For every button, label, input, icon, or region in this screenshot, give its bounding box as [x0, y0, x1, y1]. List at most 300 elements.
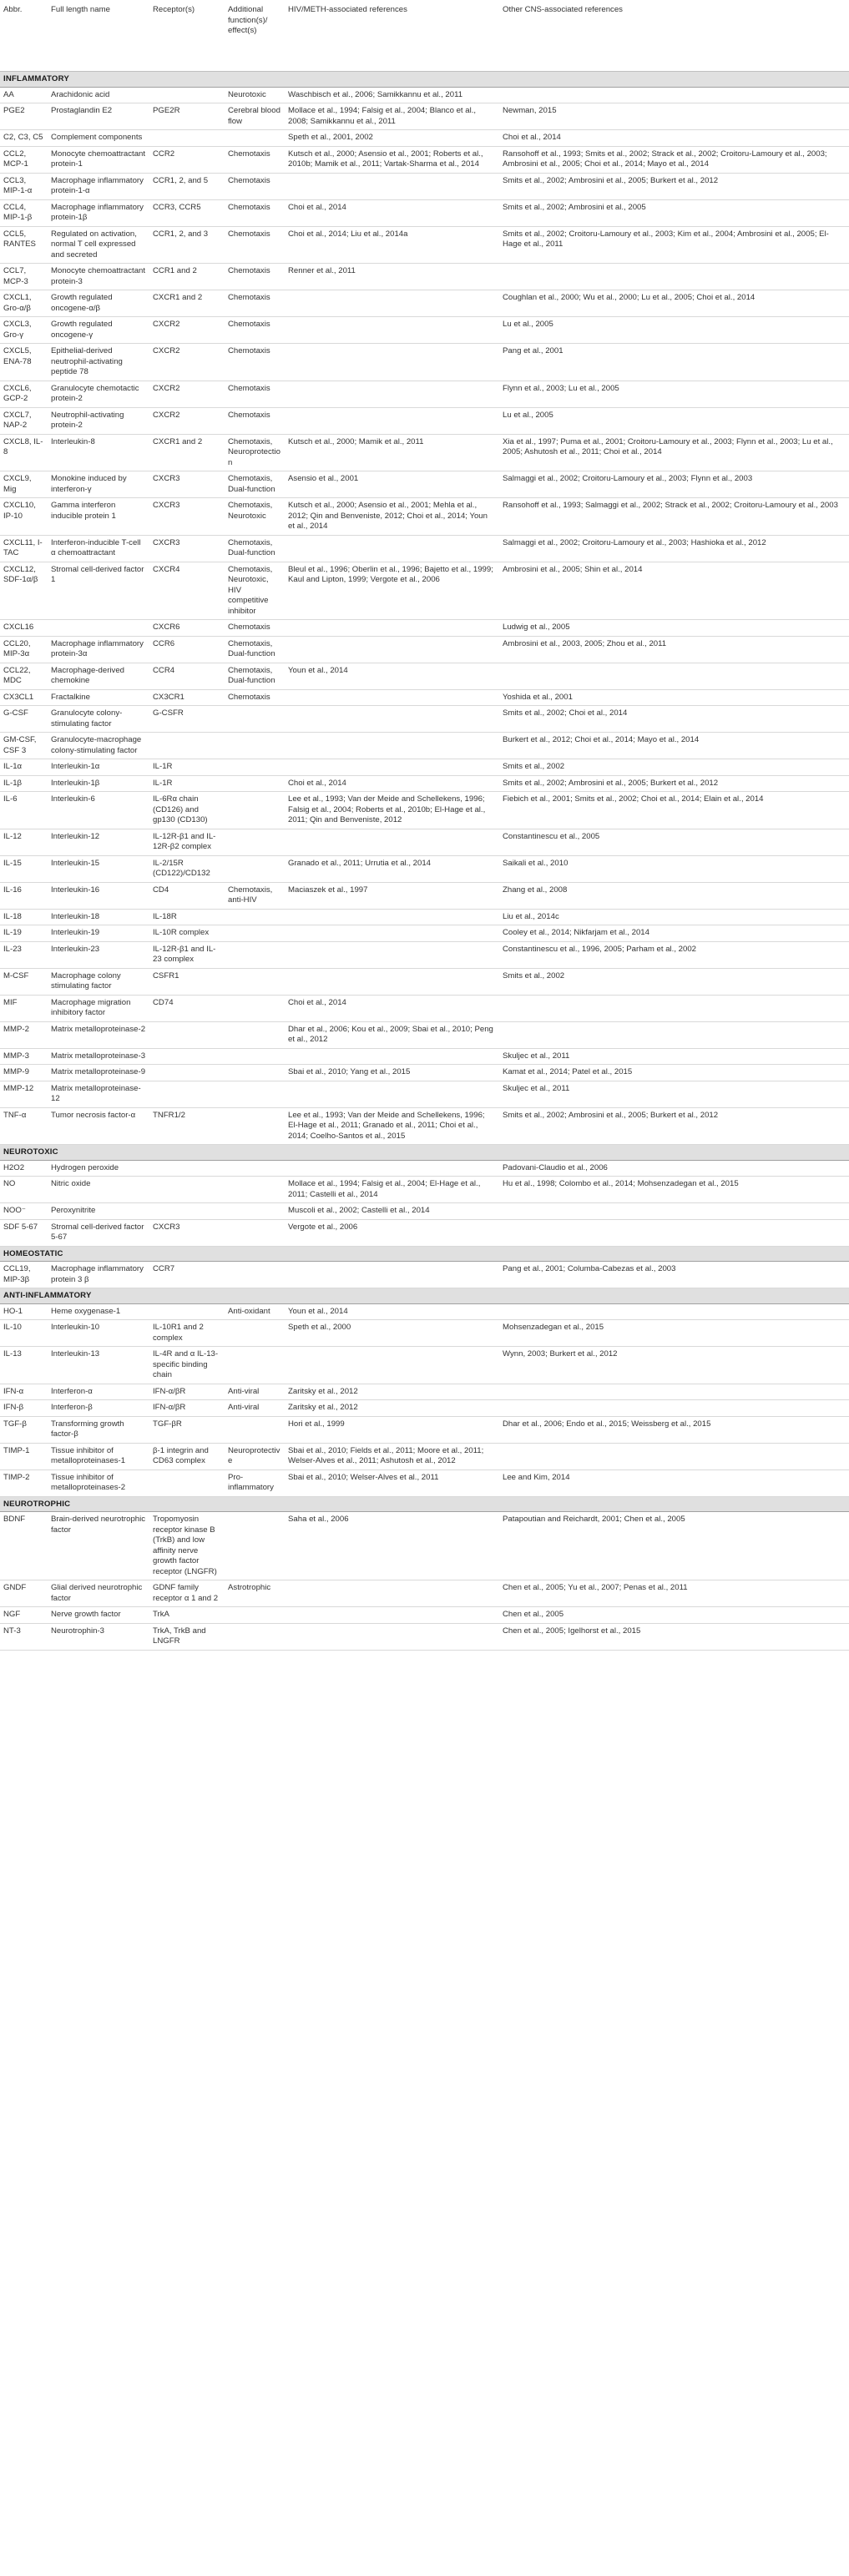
cell-cns-refs: Chen et al., 2005 [499, 1607, 849, 1624]
cell-receptors: CXCR3 [149, 498, 225, 536]
cell-abbr: IL-1α [0, 759, 48, 776]
cell-function: Pro-inflammatory [225, 1469, 285, 1496]
table-row [0, 146, 849, 173]
cell-full-name: Tissue inhibitor of metalloproteinases-1 [48, 1443, 149, 1469]
cell-full-name: Macrophage inflammatory protein-1-α [48, 173, 149, 199]
cell-full-name: Interferon-β [48, 1400, 149, 1417]
cell-full-name: Monocyte chemoattractant protein-3 [48, 264, 149, 290]
table-row [0, 941, 849, 968]
cell-cns-refs [499, 87, 849, 103]
table-row [0, 995, 849, 1021]
cell-receptors [149, 1303, 225, 1320]
cell-hiv-refs [285, 1580, 499, 1607]
cell-function: Chemotaxis, anti-HIV [225, 882, 285, 909]
cell-cns-refs: Liu et al., 2014c [499, 909, 849, 925]
cell-abbr: CCL3, MIP-1-α [0, 173, 48, 199]
cell-full-name: Interleukin-1β [48, 775, 149, 792]
cell-abbr: PGE2 [0, 103, 48, 130]
table-row [0, 1443, 849, 1469]
cell-full-name: Glial derived neurotrophic factor [48, 1580, 149, 1607]
cell-full-name: Macrophage inflammatory protein-1β [48, 199, 149, 226]
cell-full-name: Stromal cell-derived factor 1 [48, 562, 149, 620]
cell-abbr: C2, C3, C5 [0, 130, 48, 147]
table-row [0, 1347, 849, 1384]
table-row [0, 706, 849, 733]
table-row [0, 381, 849, 407]
cell-full-name: Transforming growth factor-β [48, 1416, 149, 1443]
cell-abbr: SDF 5-67 [0, 1219, 48, 1246]
cell-function [225, 1623, 285, 1650]
cell-cns-refs [499, 663, 849, 689]
cell-hiv-refs: Kutsch et al., 2000; Mamik et al., 2011 [285, 434, 499, 471]
table-row [0, 636, 849, 663]
cell-abbr: CXCL1, Gro-α/β [0, 290, 48, 317]
table-row [0, 1400, 849, 1417]
section-title: NEUROTROPHIC [0, 1496, 849, 1512]
cell-hiv-refs [285, 1623, 499, 1650]
cell-cns-refs: Smits et al., 2002; Choi et al., 2014 [499, 706, 849, 733]
cell-hiv-refs [285, 689, 499, 706]
section-header-row [0, 72, 849, 88]
cell-full-name: Prostaglandin E2 [48, 103, 149, 130]
cell-receptors: CXCR1 and 2 [149, 290, 225, 317]
cell-receptors: IL-2/15R (CD122)/CD132 [149, 855, 225, 882]
cell-full-name: Arachidonic acid [48, 87, 149, 103]
table-row [0, 130, 849, 147]
cell-cns-refs [499, 1443, 849, 1469]
cell-abbr: MMP-9 [0, 1065, 48, 1081]
cell-receptors [149, 87, 225, 103]
cell-cns-refs: Flynn et al., 2003; Lu et al., 2005 [499, 381, 849, 407]
cell-full-name: Granulocyte chemotactic protein-2 [48, 381, 149, 407]
table-row [0, 1107, 849, 1145]
cell-abbr: CXCL8, IL-8 [0, 434, 48, 471]
cell-cns-refs: Choi et al., 2014 [499, 130, 849, 147]
cell-function [225, 829, 285, 855]
cell-abbr: CXCL10, IP-10 [0, 498, 48, 536]
cell-cns-refs: Mohsenzadegan et al., 2015 [499, 1320, 849, 1347]
cell-hiv-refs [285, 381, 499, 407]
header-row [0, 0, 849, 72]
cell-receptors: CSFR1 [149, 968, 225, 995]
cell-hiv-refs: Mollace et al., 1994; Falsig et al., 2004; El-Hage et al., 2011; Castelli et al., 2014 [285, 1177, 499, 1203]
cell-receptors: CCR3, CCR5 [149, 199, 225, 226]
table-row [0, 434, 849, 471]
cell-cns-refs [499, 1400, 849, 1417]
cell-receptors [149, 1081, 225, 1107]
cell-hiv-refs [285, 535, 499, 562]
cell-cns-refs: Hu et al., 1998; Colombo et al., 2014; Mohsenzadegan et al., 2015 [499, 1177, 849, 1203]
cell-hiv-refs [285, 636, 499, 663]
cell-full-name: Monokine induced by interferon-γ [48, 471, 149, 498]
cell-abbr: IL-13 [0, 1347, 48, 1384]
cell-cns-refs: Skuljec et al., 2011 [499, 1081, 849, 1107]
cell-receptors [149, 1469, 225, 1496]
table-row [0, 103, 849, 130]
table-row [0, 1048, 849, 1065]
cell-receptors: CCR1, 2, and 3 [149, 226, 225, 264]
cell-hiv-refs: Zaritsky et al., 2012 [285, 1400, 499, 1417]
cell-function [225, 706, 285, 733]
cell-full-name: Epithelial-derived neutrophil-activating peptide 78 [48, 344, 149, 381]
cell-receptors: CXCR3 [149, 535, 225, 562]
cell-cns-refs: Salmaggi et al., 2002; Croitoru-Lamoury et al., 2003; Flynn et al., 2003 [499, 471, 849, 498]
table-row [0, 620, 849, 637]
cell-abbr: CXCL7, NAP-2 [0, 407, 48, 434]
section-header-row [0, 1288, 849, 1304]
cell-cns-refs [499, 264, 849, 290]
cell-function [225, 1065, 285, 1081]
cell-receptors [149, 1177, 225, 1203]
cell-receptors: IL-6Rα chain (CD126) and gp130 (CD130) [149, 792, 225, 829]
cell-function: Chemotaxis [225, 146, 285, 173]
table-row [0, 173, 849, 199]
cell-abbr: CCL4, MIP-1-β [0, 199, 48, 226]
cell-cns-refs [499, 995, 849, 1021]
cell-full-name: Growth regulated oncogene-α/β [48, 290, 149, 317]
cell-function [225, 968, 285, 995]
col-header-cns-refs: Other CNS-associated references [499, 0, 849, 72]
cell-cns-refs: Ransohoff et al., 1993; Smits et al., 2002; Strack et al., 2002; Croitoru-Lamoury et al., 2003; Ambrosini et al., 2005; Choi et al., 2014; Mayo et al., 2014 [499, 146, 849, 173]
table-row [0, 1303, 849, 1320]
cell-abbr: IL-23 [0, 941, 48, 968]
cell-abbr: BDNF [0, 1512, 48, 1580]
cell-function [225, 941, 285, 968]
cell-abbr: MIF [0, 995, 48, 1021]
cell-full-name: Granulocyte colony-stimulating factor [48, 706, 149, 733]
cell-full-name: Interleukin-19 [48, 925, 149, 942]
cell-abbr: HO-1 [0, 1303, 48, 1320]
cell-abbr: MMP-2 [0, 1021, 48, 1048]
cell-full-name: Macrophage inflammatory protein 3 β [48, 1262, 149, 1288]
section-header-row [0, 1496, 849, 1512]
cell-hiv-refs [285, 620, 499, 637]
cell-abbr: TIMP-2 [0, 1469, 48, 1496]
cell-function [225, 1048, 285, 1065]
table-row [0, 733, 849, 759]
cell-receptors [149, 130, 225, 147]
cell-cns-refs: Ludwig et al., 2005 [499, 620, 849, 637]
cell-cns-refs: Constantinescu et al., 1996, 2005; Parham et al., 2002 [499, 941, 849, 968]
cell-hiv-refs [285, 173, 499, 199]
cell-abbr: TNF-α [0, 1107, 48, 1145]
cell-cns-refs [499, 1203, 849, 1220]
cell-receptors: CCR1, 2, and 5 [149, 173, 225, 199]
table-row [0, 855, 849, 882]
cell-abbr: CX3CL1 [0, 689, 48, 706]
table-row [0, 1469, 849, 1496]
cell-hiv-refs: Bleul et al., 1996; Oberlin et al., 1996; Bajetto et al., 1999; Kaul and Lipton, 1999; Vergote et al., 2006 [285, 562, 499, 620]
cell-hiv-refs [285, 290, 499, 317]
cell-function: Chemotaxis, Neurotoxic, HIV competitive inhibitor [225, 562, 285, 620]
cell-abbr: IL-16 [0, 882, 48, 909]
table-row [0, 1262, 849, 1288]
table-row [0, 407, 849, 434]
cell-abbr: MMP-12 [0, 1081, 48, 1107]
table-row [0, 1384, 849, 1400]
cell-function: Astrotrophic [225, 1580, 285, 1607]
table-row [0, 968, 849, 995]
cell-function: Chemotaxis [225, 620, 285, 637]
cell-receptors: G-CSFR [149, 706, 225, 733]
cell-function: Chemotaxis, Neuroprotection [225, 434, 285, 471]
cell-function [225, 1347, 285, 1384]
cell-receptors: CXCR4 [149, 562, 225, 620]
table-row [0, 882, 849, 909]
cell-receptors: CCR4 [149, 663, 225, 689]
cell-cns-refs: Smits et al., 2002; Ambrosini et al., 2005; Burkert et al., 2012 [499, 1107, 849, 1145]
table-row [0, 775, 849, 792]
table-row [0, 1580, 849, 1607]
cell-cns-refs: Constantinescu et al., 2005 [499, 829, 849, 855]
cell-cns-refs: Lee and Kim, 2014 [499, 1469, 849, 1496]
cell-abbr: CXCL12, SDF-1α/β [0, 562, 48, 620]
table-row [0, 689, 849, 706]
cell-full-name: Macrophage-derived chemokine [48, 663, 149, 689]
cell-function [225, 1512, 285, 1580]
cell-cns-refs: Zhang et al., 2008 [499, 882, 849, 909]
cell-function: Anti-viral [225, 1384, 285, 1400]
cell-receptors: CCR1 and 2 [149, 264, 225, 290]
cell-cns-refs: Chen et al., 2005; Yu et al., 2007; Penas et al., 2011 [499, 1580, 849, 1607]
cell-hiv-refs [285, 941, 499, 968]
cell-abbr: IL-10 [0, 1320, 48, 1347]
cell-abbr: IL-15 [0, 855, 48, 882]
cell-receptors: IL-1R [149, 775, 225, 792]
cell-cns-refs: Cooley et al., 2014; Nikfarjam et al., 2014 [499, 925, 849, 942]
cell-receptors: CD4 [149, 882, 225, 909]
cell-full-name: Regulated on activation, normal T cell expressed and secreted [48, 226, 149, 264]
cell-function: Anti-viral [225, 1400, 285, 1417]
cell-receptors: TNFR1/2 [149, 1107, 225, 1145]
cell-receptors: Tropomyosin receptor kinase B (TrkB) and low affinity nerve growth factor receptor (LNGFR) [149, 1512, 225, 1580]
cell-abbr: CXCL5, ENA-78 [0, 344, 48, 381]
cell-cns-refs: Padovani-Claudio et al., 2006 [499, 1160, 849, 1177]
cell-full-name: Tissue inhibitor of metalloproteinases-2 [48, 1469, 149, 1496]
section-header-row [0, 1246, 849, 1262]
cell-abbr: M-CSF [0, 968, 48, 995]
cell-function [225, 909, 285, 925]
cell-full-name: Interleukin-6 [48, 792, 149, 829]
cell-function [225, 1081, 285, 1107]
cell-abbr: CXCL6, GCP-2 [0, 381, 48, 407]
table-row [0, 87, 849, 103]
cell-full-name: Complement components [48, 130, 149, 147]
cell-abbr: CCL7, MCP-3 [0, 264, 48, 290]
cell-function [225, 792, 285, 829]
table-row [0, 1160, 849, 1177]
cell-hiv-refs: Muscoli et al., 2002; Castelli et al., 2014 [285, 1203, 499, 1220]
cell-cns-refs: Yoshida et al., 2001 [499, 689, 849, 706]
cell-hiv-refs: Asensio et al., 2001 [285, 471, 499, 498]
cell-function: Chemotaxis, Dual-function [225, 663, 285, 689]
cell-function [225, 1416, 285, 1443]
cell-abbr: CCL22, MDC [0, 663, 48, 689]
cell-receptors: CXCR2 [149, 344, 225, 381]
cell-hiv-refs: Choi et al., 2014 [285, 199, 499, 226]
table-row [0, 290, 849, 317]
table-row [0, 663, 849, 689]
cell-receptors: CCR2 [149, 146, 225, 173]
cell-receptors [149, 1021, 225, 1048]
cell-hiv-refs: Sbai et al., 2010; Welser-Alves et al., 2011 [285, 1469, 499, 1496]
cell-function [225, 1203, 285, 1220]
cell-hiv-refs [285, 706, 499, 733]
cell-cns-refs: Coughlan et al., 2000; Wu et al., 2000; Lu et al., 2005; Choi et al., 2014 [499, 290, 849, 317]
table-row [0, 264, 849, 290]
cell-abbr: CCL20, MIP-3α [0, 636, 48, 663]
cell-full-name: Matrix metalloproteinase-9 [48, 1065, 149, 1081]
cell-abbr: H2O2 [0, 1160, 48, 1177]
table-row [0, 1065, 849, 1081]
cell-receptors: PGE2R [149, 103, 225, 130]
cell-receptors: TrkA [149, 1607, 225, 1624]
cell-hiv-refs: Speth et al., 2001, 2002 [285, 130, 499, 147]
table-row [0, 317, 849, 344]
cell-full-name: Interleukin-23 [48, 941, 149, 968]
cell-full-name: Nerve growth factor [48, 1607, 149, 1624]
cell-full-name: Interleukin-18 [48, 909, 149, 925]
cell-hiv-refs: Waschbisch et al., 2006; Samikkannu et al., 2011 [285, 87, 499, 103]
cell-full-name: Tumor necrosis factor-α [48, 1107, 149, 1145]
cell-abbr: CCL19, MIP-3β [0, 1262, 48, 1288]
table-row [0, 925, 849, 942]
cell-function [225, 1107, 285, 1145]
cell-hiv-refs [285, 1081, 499, 1107]
cell-function: Chemotaxis [225, 199, 285, 226]
cell-cns-refs: Smits et al., 2002; Ambrosini et al., 2005; Burkert et al., 2012 [499, 775, 849, 792]
table-row [0, 829, 849, 855]
cell-abbr: IL-19 [0, 925, 48, 942]
cell-hiv-refs [285, 1048, 499, 1065]
cell-receptors: CXCR3 [149, 1219, 225, 1246]
section-title: NEUROTOXIC [0, 1145, 849, 1161]
cell-full-name: Interleukin-8 [48, 434, 149, 471]
cell-function: Chemotaxis [225, 317, 285, 344]
cell-abbr: IL-12 [0, 829, 48, 855]
cell-abbr: NOO⁻ [0, 1203, 48, 1220]
cell-cns-refs: Skuljec et al., 2011 [499, 1048, 849, 1065]
cell-abbr: NT-3 [0, 1623, 48, 1650]
cell-abbr: CXCL16 [0, 620, 48, 637]
cell-hiv-refs [285, 829, 499, 855]
cell-receptors [149, 1160, 225, 1177]
cell-full-name: Matrix metalloproteinase-2 [48, 1021, 149, 1048]
cell-hiv-refs: Lee et al., 1993; Van der Meide and Schellekens, 1996; El-Hage et al., 2011; Granado et al., 2011; Choi et al., 2014; Coelho-Santos et al., 2015 [285, 1107, 499, 1145]
cell-function [225, 733, 285, 759]
cell-full-name: Matrix metalloproteinase-3 [48, 1048, 149, 1065]
cell-full-name: Interleukin-10 [48, 1320, 149, 1347]
cell-receptors: CXCR6 [149, 620, 225, 637]
cell-cns-refs: Burkert et al., 2012; Choi et al., 2014; Mayo et al., 2014 [499, 733, 849, 759]
table-row [0, 1081, 849, 1107]
cell-receptors: CXCR2 [149, 381, 225, 407]
cell-hiv-refs [285, 1347, 499, 1384]
cell-full-name: Brain-derived neurotrophic factor [48, 1512, 149, 1580]
cell-hiv-refs: Lee et al., 1993; Van der Meide and Schellekens, 1996; Falsig et al., 2004; Roberts et al., 2010b; El-Hage et al., 2011; Qin and Benveniste, 2012 [285, 792, 499, 829]
cell-hiv-refs: Zaritsky et al., 2012 [285, 1384, 499, 1400]
table-row [0, 344, 849, 381]
cell-function: Chemotaxis [225, 689, 285, 706]
cell-abbr: IFN-α [0, 1384, 48, 1400]
cell-full-name: Fractalkine [48, 689, 149, 706]
cell-abbr: TGF-β [0, 1416, 48, 1443]
table-body [0, 72, 849, 1651]
cell-full-name: Interferon-inducible T-cell α chemoattractant [48, 535, 149, 562]
cell-full-name: Interleukin-16 [48, 882, 149, 909]
table-row [0, 498, 849, 536]
cell-receptors [149, 1048, 225, 1065]
cell-hiv-refs: Hori et al., 1999 [285, 1416, 499, 1443]
table-row [0, 1623, 849, 1650]
cell-cns-refs [499, 1303, 849, 1320]
cell-function: Neurotoxic [225, 87, 285, 103]
cell-function: Chemotaxis, Dual-function [225, 636, 285, 663]
cell-function [225, 995, 285, 1021]
table-row [0, 1416, 849, 1443]
cell-receptors: IL-12R-β1 and IL-12R-β2 complex [149, 829, 225, 855]
col-header-function: Additional function(s)/ effect(s) [225, 0, 285, 72]
table-row [0, 562, 849, 620]
cell-abbr: GM-CSF, CSF 3 [0, 733, 48, 759]
cell-hiv-refs: Youn et al., 2014 [285, 663, 499, 689]
table-row [0, 199, 849, 226]
cell-hiv-refs: Dhar et al., 2006; Kou et al., 2009; Sbai et al., 2010; Peng et al., 2012 [285, 1021, 499, 1048]
cell-hiv-refs [285, 925, 499, 942]
cell-receptors: CCR6 [149, 636, 225, 663]
cell-abbr: CCL5, RANTES [0, 226, 48, 264]
cell-full-name: Monocyte chemoattractant protein-1 [48, 146, 149, 173]
cell-receptors: IL-4R and α IL-13-specific binding chain [149, 1347, 225, 1384]
cell-receptors: β-1 integrin and CD63 complex [149, 1443, 225, 1469]
cell-abbr: MMP-3 [0, 1048, 48, 1065]
cell-full-name: Heme oxygenase-1 [48, 1303, 149, 1320]
cell-hiv-refs: Mollace et al., 1994; Falsig et al., 2004; Blanco et al., 2008; Samikkannu et al., 2011 [285, 103, 499, 130]
cell-abbr: NO [0, 1177, 48, 1203]
cell-full-name: Interleukin-12 [48, 829, 149, 855]
cell-receptors: IFN-α/βR [149, 1384, 225, 1400]
cell-full-name: Neutrophil-activating protein-2 [48, 407, 149, 434]
cell-function: Chemotaxis, Dual-function [225, 535, 285, 562]
cell-hiv-refs: Choi et al., 2014 [285, 995, 499, 1021]
cell-function [225, 1219, 285, 1246]
cell-full-name: Interleukin-15 [48, 855, 149, 882]
table-row [0, 471, 849, 498]
cell-cns-refs: Ransohoff et al., 1993; Salmaggi et al., 2002; Strack et al., 2002; Croitoru-Lamoury et al., 2003 [499, 498, 849, 536]
cell-receptors: IL-10R complex [149, 925, 225, 942]
cell-hiv-refs [285, 1607, 499, 1624]
cell-receptors [149, 1203, 225, 1220]
cell-cns-refs: Dhar et al., 2006; Endo et al., 2015; Weissberg et al., 2015 [499, 1416, 849, 1443]
cell-abbr: GNDF [0, 1580, 48, 1607]
cell-receptors: IL-12R-β1 and IL-23 complex [149, 941, 225, 968]
cell-full-name: Hydrogen peroxide [48, 1160, 149, 1177]
cell-abbr: TIMP-1 [0, 1443, 48, 1469]
cell-receptors: CXCR3 [149, 471, 225, 498]
cell-abbr: AA [0, 87, 48, 103]
cell-cns-refs [499, 1384, 849, 1400]
cell-receptors: IFN-α/βR [149, 1400, 225, 1417]
section-title: INFLAMMATORY [0, 72, 849, 88]
cell-hiv-refs [285, 317, 499, 344]
cell-receptors: CD74 [149, 995, 225, 1021]
cell-cns-refs: Smits et al., 2002; Ambrosini et al., 2005; Burkert et al., 2012 [499, 173, 849, 199]
col-header-receptors: Receptor(s) [149, 0, 225, 72]
cell-receptors: IL-18R [149, 909, 225, 925]
cell-abbr: CXCL3, Gro-γ [0, 317, 48, 344]
cell-abbr: IFN-β [0, 1400, 48, 1417]
cell-cns-refs: Xia et al., 1997; Puma et al., 2001; Croitoru-Lamoury et al., 2003; Flynn et al., 2003; Lu et al., 2005; Ashutosh et al., 2011; Choi et al., 2014 [499, 434, 849, 471]
